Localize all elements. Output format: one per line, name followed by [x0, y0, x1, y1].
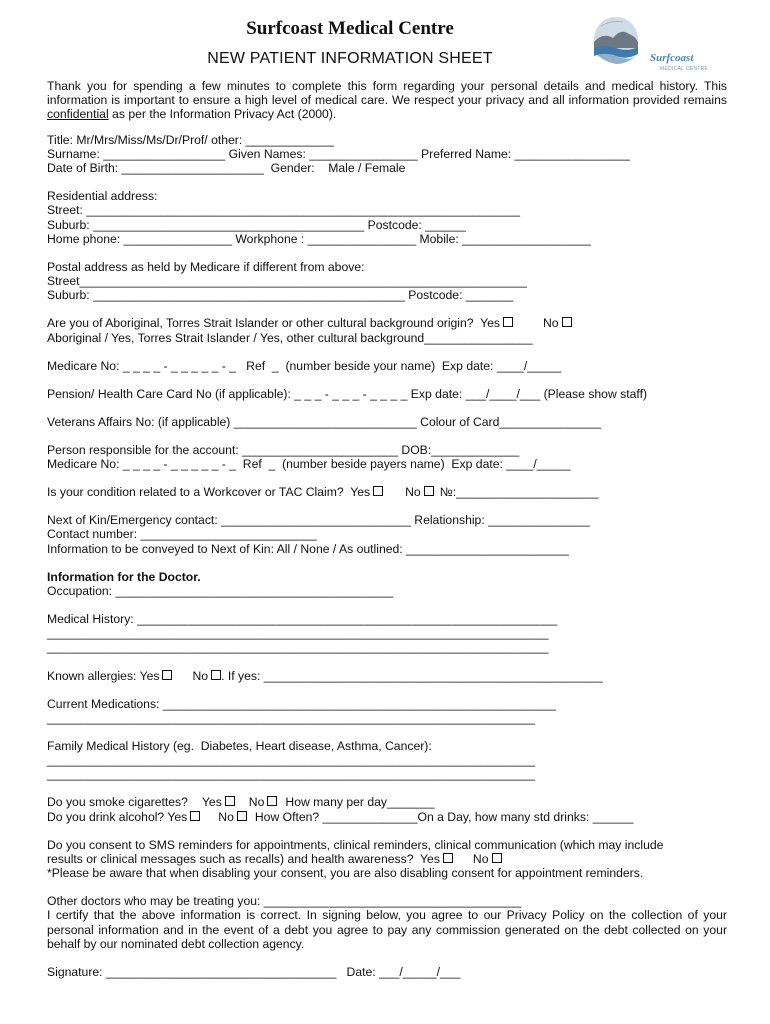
- aboriginal-question: Are you of Aboriginal, Torres Strait Islander or other cultural background origin? Yes No: [47, 316, 727, 330]
- aboriginal-yes-checkbox[interactable]: [503, 317, 513, 327]
- intro-paragraph: Thank you for spending a few minutes to complete this form regarding your personal details and medical history. This information is important to ensure a high level of medical care. We respect your privacy and all information provided remains confidential as per the Information Privacy Act (2000).: [47, 79, 727, 122]
- logo-wordmark: Surfcoast: [650, 52, 694, 64]
- certification-text: I certify that the above information is correct. In signing below, you agree to our Privacy Policy on the collection of your personal information and in the event of a debt you agree to pay any commission generated on the debt collected on your behalf by our nominated debt collection agency.: [47, 908, 727, 951]
- smoke-yes-checkbox[interactable]: [225, 796, 235, 806]
- drink-frequency-field[interactable]: How Often? ______________On a Day, how many std drinks: ______: [254, 809, 634, 824]
- allergies-detail-field[interactable]: . If yes: __________________________________________________: [221, 668, 603, 683]
- form-title: NEW PATIENT INFORMATION SHEET: [207, 50, 493, 67]
- aboriginal-options[interactable]: Aboriginal / Yes, Torres Strait Islander / Yes, other cultural background________________: [47, 330, 533, 345]
- occupation-field[interactable]: Occupation: _________________________________________: [47, 583, 394, 598]
- sms-yes-checkbox[interactable]: [443, 853, 453, 863]
- postal-suburb-field[interactable]: Suburb: ______________________________________________ Postcode: _______: [47, 288, 514, 303]
- workcover-question: Is your condition related to a Workcover or TAC Claim? Yes No №:_____________________: [47, 485, 599, 500]
- clinic-name: Surfcoast Medical Centre: [246, 18, 454, 39]
- medical-history-line[interactable]: __________________________________________________________________________: [47, 640, 549, 655]
- smoke-amount-field[interactable]: How many per day_______: [285, 795, 435, 810]
- alcohol-question: Do you drink alcohol? Yes No How Often? ______________On a Day, how many std drinks: ______: [47, 809, 634, 824]
- logo-subtext: MEDICAL CENTRE: [660, 66, 709, 72]
- contact-number-field[interactable]: Contact number: __________________________: [47, 527, 317, 542]
- next-of-kin-field[interactable]: Next of Kin/Emergency contact: ____________________________ Relationship: _______________: [47, 513, 590, 528]
- phone-fields[interactable]: Home phone: ________________ Workphone : ________________ Mobile: ___________________: [47, 231, 591, 246]
- family-history-label: Family Medical History (eg. Diabetes, Heart disease, Asthma, Cancer):: [47, 738, 432, 753]
- medicare-field[interactable]: Medicare No: _ _ _ _ - _ _ _ _ _ - _ Ref _ (number beside your name) Exp date: ____/_____: [47, 358, 562, 373]
- pension-field[interactable]: Pension/ Health Care Card No (if applicable): _ _ _ - _ _ _ - _ _ _ _ Exp date: ___/____/___ (Please show staff): [47, 386, 648, 401]
- allergies-question: Known allergies: Yes No . If yes: __________________________________________________: [47, 668, 603, 683]
- next-of-kin-info-field[interactable]: Information to be conveyed to Next of Kin: All / None / As outlined: ________________________: [47, 541, 569, 556]
- workcover-number-field[interactable]: №:_____________________: [439, 485, 599, 500]
- veterans-field[interactable]: Veterans Affairs No: (if applicable) ___________________________ Colour of Card_______________: [47, 414, 602, 429]
- payer-medicare-field[interactable]: Medicare No: _ _ _ _ - _ _ _ _ _ - _ Ref _ (number beside payers name) Exp date: ____/_____: [47, 457, 571, 472]
- responsible-person-field[interactable]: Person responsible for the account: _______________________ DOB:_____________: [47, 442, 520, 457]
- allergies-no-checkbox[interactable]: [211, 670, 221, 680]
- sms-consent-question: Do you consent to SMS reminders for appointments, clinical reminders, clinical communication (which may include: [47, 837, 664, 852]
- drink-yes-checkbox[interactable]: [190, 811, 200, 821]
- medical-history-field[interactable]: Medical History: ______________________________________________________________: [47, 612, 558, 627]
- medications-line[interactable]: ________________________________________________________________________: [47, 710, 536, 725]
- street-field[interactable]: Street: ________________________________________________________________: [47, 203, 521, 218]
- surname-field[interactable]: Surname: __________________ Given Names: ________________ Preferred Name: _________________: [47, 146, 630, 161]
- allergies-yes-checkbox[interactable]: [162, 670, 172, 680]
- medical-history-line[interactable]: __________________________________________________________________________: [47, 626, 549, 641]
- smoke-no-checkbox[interactable]: [267, 796, 277, 806]
- family-history-line[interactable]: ________________________________________________________________________: [47, 753, 536, 768]
- postal-heading: Postal address as held by Medicare if different from above:: [47, 259, 365, 274]
- current-medications-field[interactable]: Current Medications: __________________________________________________________: [47, 696, 556, 711]
- smoking-question: Do you smoke cigarettes? Yes No How many per day_______: [47, 795, 435, 810]
- suburb-field[interactable]: Suburb: ________________________________________ Postcode: ______: [47, 217, 466, 232]
- postal-street-field[interactable]: Street__________________________________________________________________: [47, 274, 527, 289]
- residential-heading: Residential address:: [47, 189, 158, 204]
- title-field[interactable]: Title: Mr/Mrs/Miss/Ms/Dr/Prof/ other: _____________: [47, 132, 334, 147]
- sms-no-checkbox[interactable]: [492, 853, 502, 863]
- aboriginal-no-checkbox[interactable]: [562, 317, 572, 327]
- signature-date-field[interactable]: Signature: __________________________________ Date: ___/_____/___: [47, 964, 461, 979]
- workcover-no-checkbox[interactable]: [424, 486, 434, 496]
- form-body: [47, 79, 727, 979]
- doctor-info-heading: Information for the Doctor.: [47, 569, 201, 584]
- dob-gender-field[interactable]: Date of Birth: _____________________ Gender: Male / Female: [47, 161, 406, 176]
- other-doctors-field[interactable]: Other doctors who may be treating you: ______________________________________: [47, 894, 522, 909]
- sms-note: *Please be aware that when disabling your consent, you are also disabling consent for appointment reminders.: [47, 866, 644, 881]
- drink-no-checkbox[interactable]: [237, 811, 247, 821]
- sms-consent-options: results or clinical messages such as recalls) and health awareness? Yes No: [47, 852, 727, 866]
- confidential-emphasis: confidential: [47, 107, 109, 122]
- family-history-line[interactable]: ________________________________________________________________________: [47, 767, 536, 782]
- workcover-yes-checkbox[interactable]: [373, 486, 383, 496]
